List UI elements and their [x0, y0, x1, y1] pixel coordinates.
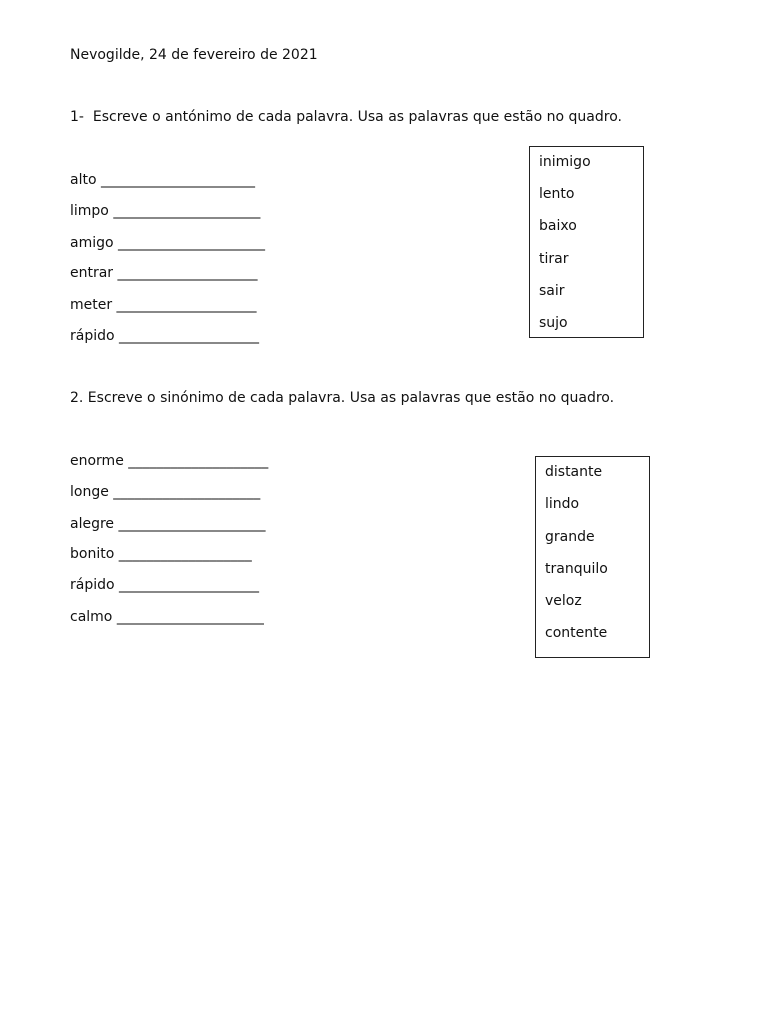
- word-box-item: lento: [539, 186, 575, 202]
- word-box-item: tirar: [539, 251, 569, 267]
- exercise-2-word-box: [535, 456, 650, 658]
- exercise-2-item[interactable]: calmo _____________________: [70, 609, 264, 625]
- date-line: Nevogilde, 24 de fevereiro de 2021: [70, 47, 318, 63]
- exercise-2-item[interactable]: bonito ___________________: [70, 546, 252, 562]
- exercise-2-instruction: 2. Escreve o sinónimo de cada palavra. Usa as palavras que estão no quadro.: [70, 390, 615, 406]
- exercise-2-item[interactable]: rápido ____________________: [70, 577, 260, 593]
- exercise-1-item[interactable]: rápido ____________________: [70, 328, 260, 344]
- word-box-item: contente: [545, 625, 608, 641]
- word-box-item: tranquilo: [545, 561, 608, 577]
- exercise-1-item[interactable]: entrar ____________________: [70, 265, 258, 281]
- word-box-item: baixo: [539, 218, 577, 234]
- exercise-2-item[interactable]: enorme ____________________: [70, 453, 269, 469]
- exercise-1-word-box: [529, 146, 644, 338]
- exercise-1-instruction: 1- Escreve o antónimo de cada palavra. Usa as palavras que estão no quadro.: [70, 109, 622, 125]
- word-box-item: sujo: [539, 315, 568, 331]
- word-box-item: sair: [539, 283, 565, 299]
- word-box-item: lindo: [545, 496, 580, 512]
- exercise-2-item[interactable]: longe _____________________: [70, 484, 261, 500]
- exercise-1-item[interactable]: meter ____________________: [70, 297, 257, 313]
- word-box-item: grande: [545, 529, 595, 545]
- exercise-2-item[interactable]: alegre _____________________: [70, 516, 266, 532]
- word-box-item: veloz: [545, 593, 582, 609]
- word-box-item: inimigo: [539, 154, 591, 170]
- exercise-1-item[interactable]: limpo _____________________: [70, 203, 261, 219]
- exercise-1-item[interactable]: amigo _____________________: [70, 235, 266, 251]
- exercise-1-item[interactable]: alto ______________________: [70, 172, 255, 188]
- word-box-item: distante: [545, 464, 603, 480]
